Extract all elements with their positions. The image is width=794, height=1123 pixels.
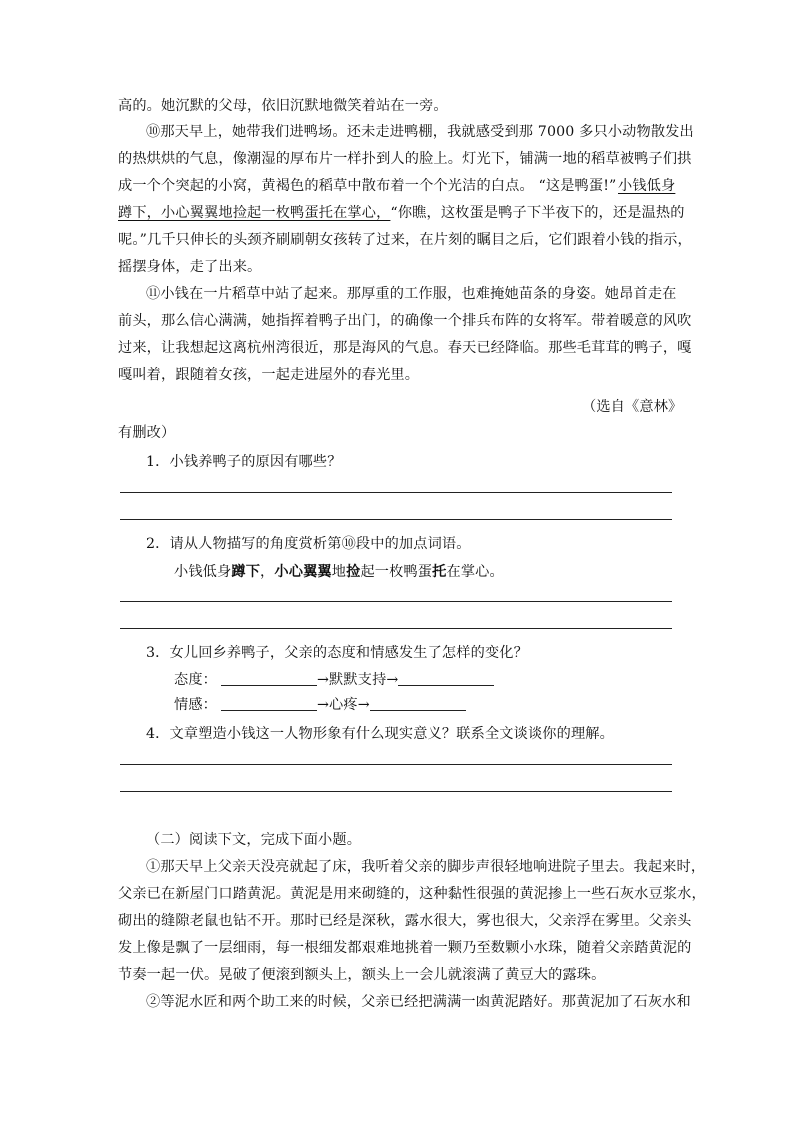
source-citation: （选自《意林》	[582, 399, 683, 415]
question-2: 2．请从人物描写的角度赏析第⑩段中的加点词语。	[146, 536, 471, 552]
passage-line: 高的。她沉默的父母，依旧沉默地微笑着站在一旁。	[118, 98, 448, 114]
emphasized-word: 蹲下	[231, 564, 261, 580]
passage-line: 前头，那么信心满满，她指挥着鸭子出门，的确像一个排兵布阵的女将军。带着暖意的风吹	[118, 313, 692, 329]
passage-line: 节奏一起一伏。晃破了便滚到额头上，额头上一会儿就滚满了黄豆大的露珠。	[118, 967, 606, 983]
answer-line[interactable]	[120, 601, 672, 602]
attitude-label: 态度：	[174, 672, 218, 688]
emotion-middle: →心疼→	[317, 697, 370, 713]
passage-line: ②等泥水匠和两个助工来的时候，父亲已经把满满一凼黄泥踏好。那黄泥加了石灰水和	[146, 994, 691, 1010]
quote-text: ，	[260, 564, 275, 580]
passage-line: ①那天早上父亲天没亮就起了床，我听着父亲的脚步声很轻地响进院子里去。我起来时，	[146, 859, 706, 875]
passage-line: 发上像是飘了一层细雨，每一根细发都艰难地挑着一颗乃至数颗小水珠，随着父亲踏黄泥的	[118, 940, 692, 956]
question-1: 1．小钱养鸭子的原因有哪些？	[146, 454, 342, 470]
emphasized-word: 托	[432, 564, 447, 580]
answer-line[interactable]	[120, 764, 672, 765]
answer-line[interactable]	[120, 492, 672, 493]
attitude-blank-2[interactable]	[398, 671, 494, 686]
passage-line	[118, 203, 685, 223]
passage-line: ⑩那天早上，她带我们进鸭场。还未走进鸭棚，我就感受到那 7000 多只小动物散发出	[146, 124, 694, 140]
section-heading: （二）阅读下文，完成下面小题。	[146, 832, 362, 848]
quote-text: 起一枚鸭蛋	[360, 564, 433, 580]
emphasized-word: 捡	[346, 564, 361, 580]
answer-line[interactable]	[120, 628, 672, 629]
passage-text: “你瞧，这枚蛋是鸭子下半夜下的，还是温热的	[390, 205, 685, 221]
attitude-row	[174, 670, 494, 690]
question-3: 3．女儿回乡养鸭子，父亲的态度和情感发生了怎样的变化？	[146, 645, 528, 661]
passage-line: 父亲已在新屋门口踏黄泥。黄泥是用来砌缝的，这种黏性很强的黄泥掺上一些石灰水豆浆水，	[118, 886, 706, 902]
emphasized-word: 小心翼翼	[274, 564, 332, 580]
question-4: 4．文章塑造小钱这一人物形象有什么现实意义？联系全文谈谈你的理解。	[146, 726, 614, 742]
quote-text: 小钱低身	[174, 564, 232, 580]
underlined-phrase: 蹲下，小心翼翼地捡起一枚鸭蛋托在掌心，	[118, 205, 391, 221]
quote-text: 在掌心。	[446, 564, 504, 580]
emotion-blank-1[interactable]	[221, 696, 317, 711]
underlined-phrase: 小钱低身	[618, 178, 676, 194]
passage-line: 嘎叫着，跟随着女孩，一起走进屋外的春光里。	[118, 367, 420, 383]
emotion-label: 情感：	[174, 697, 218, 713]
passage-line: ⑪小钱在一片稻草中站了起来。那厚重的工作服，也难掩她苗条的身姿。她昂首走在	[146, 286, 677, 302]
passage-line: 的热烘烘的气息，像潮湿的厚布片一样扑到人的脸上。灯光下，铺满一地的稻草被鸭子们拱	[118, 151, 692, 167]
answer-line[interactable]	[120, 519, 672, 520]
source-citation-cont: 有删改）	[118, 425, 176, 441]
emotion-blank-2[interactable]	[370, 696, 466, 711]
passage-line: 呢。”几千只伸长的头颈齐刷刷朝女孩转了过来，在片刻的瞩目之后，它们跟着小钱的指示，	[118, 232, 692, 248]
passage-line: 摇摆身体，走了出来。	[118, 259, 262, 275]
passage-line: 过来，让我想起这离杭州湾很近，那是海风的气息。春天已经降临。那些毛茸茸的鸭子，嘎	[118, 340, 692, 356]
quote-text: 地	[331, 564, 347, 580]
attitude-blank-1[interactable]	[221, 671, 317, 686]
emotion-row	[174, 695, 466, 715]
passage-line: 成一个个突起的小窝，黄褐色的稻草中散布着一个个光洁的白点。 “这是鸭蛋!”	[118, 178, 617, 194]
answer-line[interactable]	[120, 791, 672, 792]
attitude-middle: →默默支持→	[317, 672, 399, 688]
question-2-quote	[174, 562, 504, 582]
passage-line: 砌出的缝隙老鼠也钻不开。那时已经是深秋，露水很大，雾也很大，父亲浮在雾里。父亲头	[118, 913, 692, 929]
